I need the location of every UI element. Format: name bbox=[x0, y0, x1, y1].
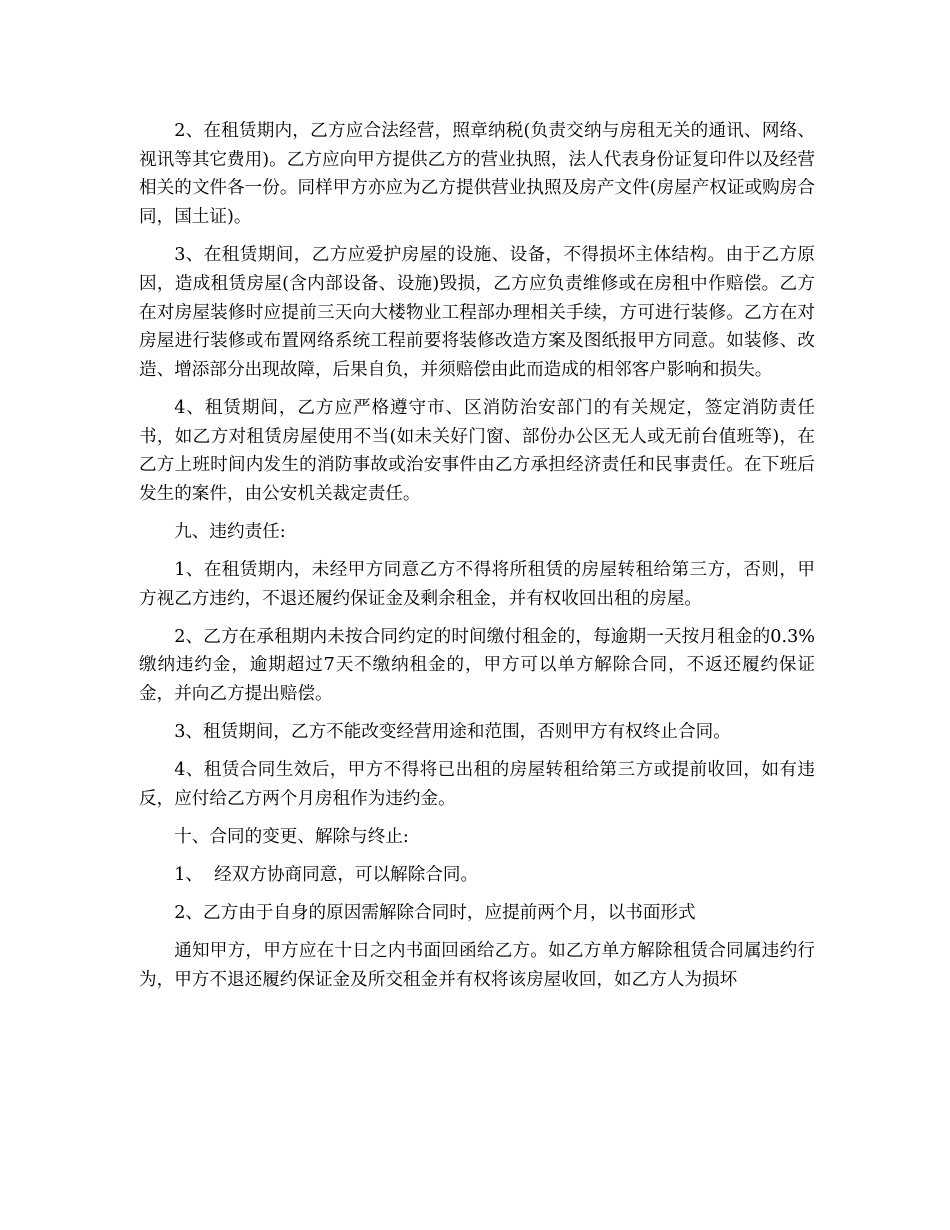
paragraph-clause-8-2: 2、在租赁期内，乙方应合法经营，照章纳税(负责交纳与房租无关的通讯、网络、视讯等其它费用)。乙方应向甲方提供乙方的营业执照，法人代表身份证复印件以及经营相关的文件各一份。同样甲方亦应为乙方提供营业执照及房产文件(房屋产权证或购房合同，国土证)。 bbox=[139, 121, 815, 228]
paragraph-clause-8-4: 4、租赁期间，乙方应严格遵守市、区消防治安部门的有关规定，签定消防责任书，如乙方对租赁房屋使用不当(如未关好门窗、部份办公区无人或无前台值班等)，在乙方上班时间内发生的消防事故或治安事件由乙方承担经济责任和民事责任。在下班后发生的案件，由公安机关裁定责任。 bbox=[139, 397, 815, 505]
paragraph-clause-10-1: 1、 经双方协商同意，可以解除合同。 bbox=[174, 864, 479, 885]
paragraph-clause-10-2-continued: 通知甲方，甲方应在十日之内书面回函给乙方。如乙方单方解除租赁合同属违约行为，甲方不退还履约保证金及所交租金并有权将该房屋收回，如乙方人为损坏 bbox=[139, 940, 815, 990]
document-body bbox=[139, 117, 815, 994]
paragraph-clause-9-4: 4、租赁合同生效后，甲方不得将已出租的房屋转租给第三方或提前收回，如有违反，应付给乙方两个月房租作为违约金。 bbox=[139, 760, 815, 809]
paragraph-clause-9-1: 1、在租赁期内，未经甲方同意乙方不得将所租赁的房屋转租给第三方，否则，甲方视乙方违约，不退还履约保证金及剩余租金，并有权收回出租的房屋。 bbox=[139, 560, 815, 609]
section-heading-breach-liability: 九、违约责任: bbox=[174, 522, 286, 543]
paragraph-clause-8-3: 3、在租赁期间，乙方应爱护房屋的设施、设备，不得损坏主体结构。由于乙方原因，造成租赁房屋(含内部设备、设施)毁损，乙方应负责维修或在房租中作赔偿。乙方在对房屋装修时应提前三天向大楼物业工程部办理相关手续，方可进行装修。乙方在对房屋进行装修或布置网络系统工程前要将装修改造方案及图纸报甲方同意。如装修、改造、增添部分出现故障，后果自负，并须赔偿由此而造成的相邻客户影响和损失。 bbox=[139, 245, 815, 380]
paragraph-clause-9-3: 3、租赁期间，乙方不能改变经营用途和范围，否则甲方有权终止合同。 bbox=[174, 722, 731, 743]
paragraph-clause-10-2: 2、乙方由于自身的原因需解除合同时，应提前两个月，以书面形式 bbox=[174, 902, 696, 923]
section-heading-contract-change: 十、合同的变更、解除与终止: bbox=[174, 826, 409, 847]
paragraph-clause-9-2: 2、乙方在承租期内未按合同约定的时间缴付租金的，每逾期一天按月租金的0.3%缴纳违约金，逾期超过7天不缴纳租金的，甲方可以单方解除合同，不返还履约保证金，并向乙方提出赔偿。 bbox=[139, 626, 815, 705]
